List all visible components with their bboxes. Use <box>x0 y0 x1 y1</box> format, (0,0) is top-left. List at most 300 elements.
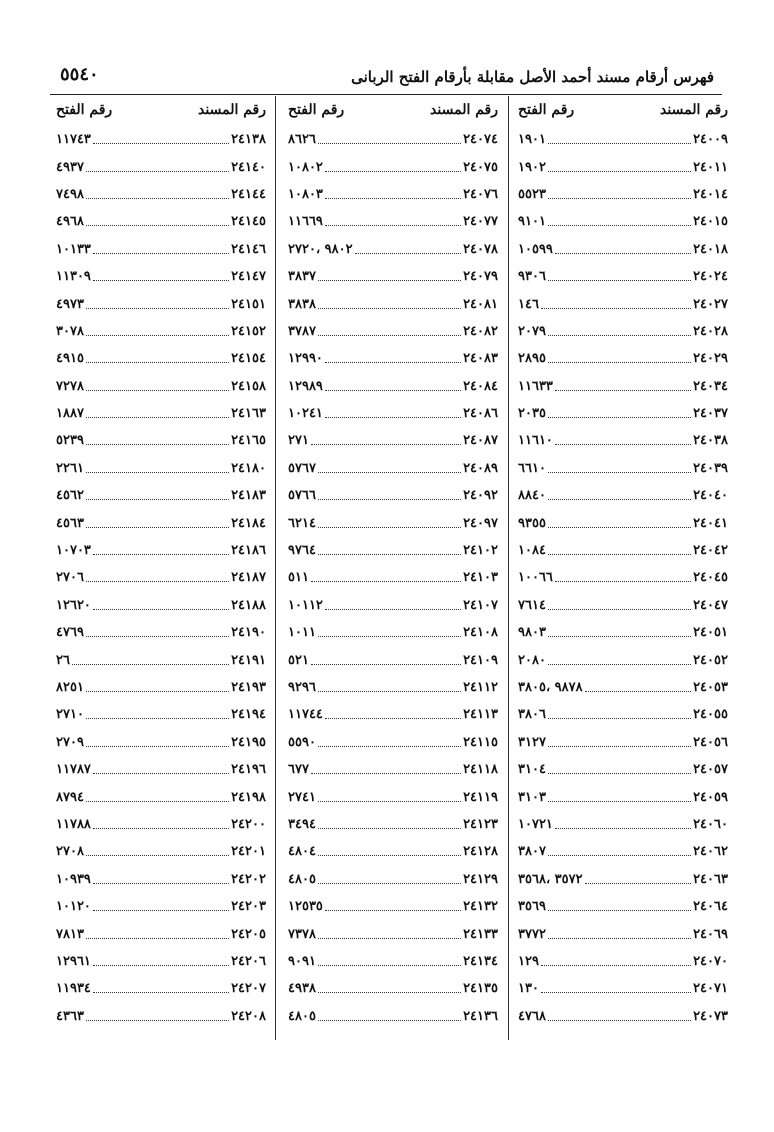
musnad-number: ٢٤٠٤٢ <box>693 543 728 559</box>
fath-number: ٦٧٧ <box>288 762 309 778</box>
dot-leader <box>86 390 229 391</box>
musnad-number: ٢٤١١٣ <box>463 707 498 723</box>
index-row <box>518 838 728 865</box>
dot-leader <box>93 554 229 555</box>
index-row <box>56 318 266 345</box>
dot-leader <box>325 417 461 418</box>
musnad-number: ٢٤٠٦٩ <box>693 926 728 942</box>
index-row <box>518 783 728 810</box>
dot-leader <box>548 417 691 418</box>
musnad-number: ٢٤١٩٦ <box>231 762 266 778</box>
fath-number: ٥٢٣٩ <box>56 433 84 449</box>
fath-number: ٥٧٦٦ <box>288 488 316 504</box>
dot-leader <box>318 992 461 993</box>
index-row <box>56 427 266 454</box>
index-row <box>518 619 728 646</box>
index-column-2 <box>288 98 498 1030</box>
index-row <box>288 509 498 536</box>
index-row <box>288 236 498 263</box>
musnad-number: ٢٤١٣٦ <box>463 1008 498 1024</box>
musnad-number: ٢٤٠٠٩ <box>693 132 728 148</box>
index-row <box>518 701 728 728</box>
index-row <box>56 126 266 153</box>
dot-leader <box>86 527 229 528</box>
fath-number: ١٠٧٠٣ <box>56 543 91 559</box>
fath-number: ٩٣٥٥ <box>518 515 546 531</box>
dot-leader <box>93 910 229 911</box>
index-row <box>288 400 498 427</box>
musnad-number: ٢٤١٢٩ <box>463 871 498 887</box>
musnad-number: ٢٤١١٢ <box>463 680 498 695</box>
index-row <box>56 181 266 208</box>
dot-leader <box>548 718 691 719</box>
fath-number: ٣٠٧٨ <box>56 323 84 339</box>
index-row <box>288 920 498 947</box>
index-row <box>56 701 266 728</box>
dot-leader <box>93 965 229 966</box>
fath-number: ٣٤٩٤ <box>288 816 316 832</box>
musnad-number: ٢٤٠٨٣ <box>463 351 498 367</box>
dot-leader <box>318 746 461 747</box>
index-row <box>56 263 266 290</box>
index-row <box>288 646 498 673</box>
dot-leader <box>355 253 461 254</box>
fath-number: ٤٨٠٤ <box>288 844 316 860</box>
fath-number: ١١٦١٠ <box>518 433 553 449</box>
musnad-number: ٢٤٠١١ <box>693 159 728 175</box>
fath-number: ١١٧٨٧ <box>56 762 91 778</box>
dot-leader <box>311 581 461 582</box>
fath-number: ١٠٨٠٣ <box>288 186 323 202</box>
dot-leader <box>86 499 229 500</box>
index-row <box>56 729 266 756</box>
dot-leader <box>541 308 691 309</box>
fath-number: ٢٢٦١ <box>56 460 84 476</box>
musnad-number: ٢٤١٦٣ <box>231 406 266 422</box>
fath-number: ٩٧٦٤ <box>288 543 316 559</box>
dot-leader <box>86 581 229 582</box>
musnad-number: ٢٤٢٠١ <box>231 844 266 860</box>
musnad-number: ٢٤١٨٤ <box>231 515 266 531</box>
dot-leader <box>86 444 229 445</box>
index-row <box>288 838 498 865</box>
fath-number: ١١٧٤٣ <box>56 132 91 148</box>
fath-number: ١٢٩٩٠ <box>288 351 323 367</box>
dot-leader <box>318 527 461 528</box>
dot-leader <box>548 855 691 856</box>
index-row <box>56 455 266 482</box>
index-row <box>56 920 266 947</box>
musnad-number: ٢٤١٣٤ <box>463 953 498 969</box>
fath-number: ٦٦١٠ <box>518 460 546 476</box>
fath-number: ٣٨٣٧ <box>288 269 316 285</box>
fath-number: ٣١٠٤ <box>518 762 546 778</box>
index-row <box>518 975 728 1002</box>
fath-number: ٢٧١ <box>288 433 309 449</box>
dot-leader <box>548 1020 691 1021</box>
fath-number: ٤٨٠٥ <box>288 1008 316 1024</box>
dot-leader <box>93 992 229 993</box>
musnad-number: ٢٤٢٠٨ <box>231 1008 266 1024</box>
musnad-number: ٢٤٠٩٢ <box>463 488 498 504</box>
index-row <box>56 866 266 893</box>
fath-number: ٤٨٠٥ <box>288 871 316 887</box>
musnad-number: ٢٤١٣٣ <box>463 926 498 942</box>
fath-number: ٨٨٤٠ <box>518 488 546 504</box>
musnad-number: ٢٤٠٧١ <box>693 981 728 997</box>
dot-leader <box>325 171 461 172</box>
musnad-number: ٢٤٢٠٠ <box>231 816 266 832</box>
dot-leader <box>548 609 691 610</box>
dot-leader <box>93 280 229 281</box>
index-row <box>56 1003 266 1030</box>
fath-number: ١٩٠٢ <box>518 159 546 175</box>
dot-leader <box>93 143 229 144</box>
index-column-3 <box>56 98 266 1030</box>
dot-leader <box>585 691 691 692</box>
fath-number: ١٢٥٣٥ <box>288 899 323 915</box>
musnad-number: ٢٤١٦٥ <box>231 433 266 449</box>
musnad-number: ٢٤٠٥٢ <box>693 652 728 668</box>
index-row <box>518 948 728 975</box>
column-rows <box>56 126 266 1030</box>
fath-number: ١١٩٣٤ <box>56 981 91 997</box>
dot-leader <box>318 335 461 336</box>
dot-leader <box>548 910 691 911</box>
fath-number: ٩٨٠٢ ،٢٧٢٠ <box>288 241 353 257</box>
dot-leader <box>325 198 461 199</box>
index-row <box>518 427 728 454</box>
dot-leader <box>548 362 691 363</box>
fath-number: ٣٧٧٢ <box>518 926 546 942</box>
dot-leader <box>548 198 691 199</box>
fath-number: ٦٢١٤ <box>288 515 316 531</box>
musnad-number: ٢٤٠٢٧ <box>693 296 728 312</box>
page-title: فهرس أرقام مسند أحمد الأصل مقابلة بأرقام الفتح الربانى <box>351 68 714 86</box>
dot-leader <box>86 718 229 719</box>
index-row <box>56 564 266 591</box>
fath-number: ٤٥٦٢ <box>56 488 84 504</box>
index-row <box>288 290 498 317</box>
fath-number: ٩٨٠٣ <box>518 625 546 641</box>
dot-leader <box>93 828 229 829</box>
index-row <box>288 263 498 290</box>
index-row <box>56 948 266 975</box>
index-row <box>518 564 728 591</box>
musnad-number: ٢٤٠٦٣ <box>693 871 728 887</box>
dot-leader <box>86 855 229 856</box>
fath-number: ٣١٠٣ <box>518 789 546 805</box>
fath-number: ٤٩٦٨ <box>56 214 84 230</box>
musnad-number: ٢٤١٨٦ <box>231 543 266 559</box>
index-row <box>518 866 728 893</box>
index-row <box>518 373 728 400</box>
fath-number: ١٨٨٧ <box>56 406 84 422</box>
dot-leader <box>311 773 461 774</box>
musnad-number: ٢٤١٢٣ <box>463 816 498 832</box>
index-row <box>288 975 498 1002</box>
fath-number: ٢٠٧٩ <box>518 323 546 339</box>
dot-leader <box>72 664 229 665</box>
dot-leader <box>86 308 229 309</box>
fath-number: ٤٧٦٨ <box>518 1008 546 1024</box>
fath-number: ١١٧٤٤ <box>288 707 323 723</box>
fath-number: ١٢٩٦١ <box>56 953 91 969</box>
dot-leader <box>318 965 461 966</box>
index-row <box>518 509 728 536</box>
fath-number: ٢٧٠٩ <box>56 734 84 750</box>
fath-number: ١١٣٠٩ <box>56 269 91 285</box>
fath-number: ١٠٨٤ <box>518 543 546 559</box>
index-row <box>288 1003 498 1030</box>
dot-leader <box>548 280 691 281</box>
dot-leader <box>86 198 229 199</box>
index-row <box>56 646 266 673</box>
header-fath-number: رقم الفتح <box>288 102 345 118</box>
musnad-number: ٢٤٠٤٥ <box>693 570 728 586</box>
musnad-number: ٢٤٠٥٣ <box>693 680 728 695</box>
musnad-number: ٢٤١٠٢ <box>463 543 498 559</box>
column-rows <box>518 126 728 1030</box>
index-row <box>56 290 266 317</box>
fath-number: ٤٧٦٩ <box>56 625 84 641</box>
index-row <box>288 537 498 564</box>
fath-number: ٣٧٨٧ <box>288 323 316 339</box>
fath-number: ٤٩٧٣ <box>56 296 84 312</box>
dot-leader <box>86 225 229 226</box>
dot-leader <box>555 581 691 582</box>
fath-number: ١٩٠١ <box>518 132 546 148</box>
index-row <box>56 592 266 619</box>
fath-number: ٥١١ <box>288 570 309 586</box>
index-row <box>56 509 266 536</box>
musnad-number: ٢٤٠٨٧ <box>463 433 498 449</box>
musnad-number: ٢٤١٩٣ <box>231 680 266 695</box>
dot-leader <box>318 280 461 281</box>
musnad-number: ٢٤٠٧٧ <box>463 214 498 230</box>
column-divider <box>275 96 276 1040</box>
musnad-number: ٢٤٠٧٤ <box>463 132 498 148</box>
fath-number: ٤٩٣٧ <box>56 159 84 175</box>
fath-number: ١٠١٢٠ <box>56 899 91 915</box>
musnad-number: ٢٤١٥٤ <box>231 351 266 367</box>
fath-number: ٩١٠١ <box>518 214 546 230</box>
musnad-number: ٢٤٠٨٦ <box>463 406 498 422</box>
fath-number: ٣٨٣٨ <box>288 296 316 312</box>
fath-number: ٢٧١٠ <box>56 707 84 723</box>
musnad-number: ٢٤١٠٧ <box>463 597 498 613</box>
dot-leader <box>325 910 461 911</box>
index-row <box>518 674 728 701</box>
column-rows <box>288 126 498 1030</box>
fath-number: ١٣٠ <box>518 981 539 997</box>
index-row <box>288 866 498 893</box>
index-row <box>518 756 728 783</box>
musnad-number: ٢٤١١٥ <box>463 734 498 750</box>
fath-number: ١٢٦٢٠ <box>56 597 91 613</box>
fath-number: ٨٧٩٤ <box>56 789 84 805</box>
header-fath-number: رقم الفتح <box>56 102 113 118</box>
index-row <box>56 345 266 372</box>
fath-number: ٩٢٩٦ <box>288 680 316 695</box>
dot-leader <box>548 143 691 144</box>
dot-leader <box>318 143 461 144</box>
dot-leader <box>311 664 461 665</box>
index-row <box>518 126 728 153</box>
musnad-number: ٢٤٠١٤ <box>693 186 728 202</box>
index-row <box>288 427 498 454</box>
dot-leader <box>555 253 691 254</box>
musnad-number: ٢٤٢٠٦ <box>231 953 266 969</box>
fath-number: ٣٥٧٢ ،٣٥٦٨ <box>518 871 583 887</box>
musnad-number: ٢٤١٥٨ <box>231 378 266 394</box>
dot-leader <box>541 965 691 966</box>
index-row <box>518 318 728 345</box>
fath-number: ٧٤٩٨ <box>56 186 84 202</box>
header-fath-number: رقم الفتح <box>518 102 575 118</box>
musnad-number: ٢٤٢٠٣ <box>231 899 266 915</box>
fath-number: ١١٦٣٣ <box>518 378 553 394</box>
musnad-number: ٢٤٢٠٥ <box>231 926 266 942</box>
dot-leader <box>548 171 691 172</box>
musnad-number: ٢٤٠٥٥ <box>693 707 728 723</box>
index-row <box>518 646 728 673</box>
index-row <box>56 482 266 509</box>
dot-leader <box>86 171 229 172</box>
index-row <box>288 318 498 345</box>
fath-number: ١٠٠٦٦ <box>518 570 553 586</box>
index-row <box>518 345 728 372</box>
index-row <box>288 756 498 783</box>
index-row <box>288 345 498 372</box>
header-rule <box>50 94 722 95</box>
index-row <box>288 811 498 838</box>
page-number: ٥٥٤٠ <box>60 64 99 85</box>
index-row <box>288 893 498 920</box>
index-row <box>288 783 498 810</box>
index-row <box>56 619 266 646</box>
musnad-number: ٢٤٠٩٧ <box>463 515 498 531</box>
musnad-number: ٢٤٠٨٩ <box>463 460 498 476</box>
dot-leader <box>318 801 461 802</box>
dot-leader <box>585 883 691 884</box>
musnad-number: ٢٤٠٤١ <box>693 515 728 531</box>
index-row <box>518 290 728 317</box>
dot-leader <box>325 390 461 391</box>
musnad-number: ٢٤٠٢٤ <box>693 269 728 285</box>
header-musnad-number: رقم المسند <box>430 102 498 118</box>
musnad-number: ٢٤٠٧٨ <box>463 241 498 257</box>
fath-number: ٢٧٠٨ <box>56 844 84 860</box>
index-row <box>56 674 266 701</box>
dot-leader <box>318 499 461 500</box>
musnad-number: ٢٤١١٩ <box>463 789 498 805</box>
musnad-number: ٢٤١٩٠ <box>231 625 266 641</box>
dot-leader <box>548 636 691 637</box>
fath-number: ٤٩١٥ <box>56 351 84 367</box>
fath-number: ٢٨٩٥ <box>518 351 546 367</box>
dot-leader <box>86 417 229 418</box>
dot-leader <box>93 773 229 774</box>
musnad-number: ٢٤٢٠٧ <box>231 981 266 997</box>
musnad-number: ٢٤١٩٨ <box>231 789 266 805</box>
dot-leader <box>318 1020 461 1021</box>
index-row <box>56 811 266 838</box>
musnad-number: ٢٤٠٧٦ <box>463 186 498 202</box>
index-row <box>56 208 266 235</box>
dot-leader <box>318 472 461 473</box>
fath-number: ٤٥٦٣ <box>56 515 84 531</box>
musnad-number: ٢٤٠١٨ <box>693 241 728 257</box>
fath-number: ٥٢١ <box>288 652 309 668</box>
fath-number: ١٢٩٨٩ <box>288 378 323 394</box>
index-row <box>56 537 266 564</box>
musnad-number: ٢٤١٩١ <box>231 652 266 668</box>
musnad-number: ٢٤٠٥٦ <box>693 734 728 750</box>
index-row <box>518 153 728 180</box>
dot-leader <box>548 664 691 665</box>
index-row <box>518 1003 728 1030</box>
fath-number: ٢٠٣٥ <box>518 406 546 422</box>
dot-leader <box>325 225 461 226</box>
index-row <box>288 674 498 701</box>
index-row <box>288 455 498 482</box>
index-row <box>56 975 266 1002</box>
column-divider <box>508 96 509 1040</box>
musnad-number: ٢٤١٩٤ <box>231 707 266 723</box>
index-row <box>518 811 728 838</box>
musnad-number: ٢٤١٤٧ <box>231 269 266 285</box>
index-row <box>518 729 728 756</box>
dot-leader <box>86 335 229 336</box>
fath-number: ٧٢٧٨ <box>56 378 84 394</box>
dot-leader <box>318 828 461 829</box>
dot-leader <box>548 554 691 555</box>
fath-number: ٣٨٠٦ <box>518 707 546 723</box>
fath-number: ٢٧٤١ <box>288 789 316 805</box>
dot-leader <box>548 773 691 774</box>
index-row <box>56 756 266 783</box>
dot-leader <box>548 335 691 336</box>
fath-number: ٨٢٥١ <box>56 680 84 695</box>
dot-leader <box>93 883 229 884</box>
header-musnad-number: رقم المسند <box>198 102 266 118</box>
musnad-number: ٢٤١٤٥ <box>231 214 266 230</box>
musnad-number: ٢٤٢٠٢ <box>231 871 266 887</box>
fath-number: ٣٥٦٩ <box>518 899 546 915</box>
fath-number: ٤٩٣٨ <box>288 981 316 997</box>
index-row <box>288 564 498 591</box>
index-row <box>288 181 498 208</box>
index-row <box>518 482 728 509</box>
musnad-number: ٢٤٠٧٣ <box>693 1008 728 1024</box>
index-row <box>288 126 498 153</box>
dot-leader <box>548 499 691 500</box>
musnad-number: ٢٤١٣٨ <box>231 132 266 148</box>
index-row <box>288 482 498 509</box>
musnad-number: ٢٤١٣٢ <box>463 899 498 915</box>
index-row <box>288 948 498 975</box>
index-row <box>288 729 498 756</box>
musnad-number: ٢٤١٩٥ <box>231 734 266 750</box>
dot-leader <box>318 554 461 555</box>
column-header <box>288 98 498 126</box>
fath-number: ١٠٧٢١ <box>518 816 553 832</box>
dot-leader <box>318 883 461 884</box>
index-row <box>288 592 498 619</box>
fath-number: ٧٨١٣ <box>56 926 84 942</box>
fath-number: ٥٥٩٠ <box>288 734 316 750</box>
